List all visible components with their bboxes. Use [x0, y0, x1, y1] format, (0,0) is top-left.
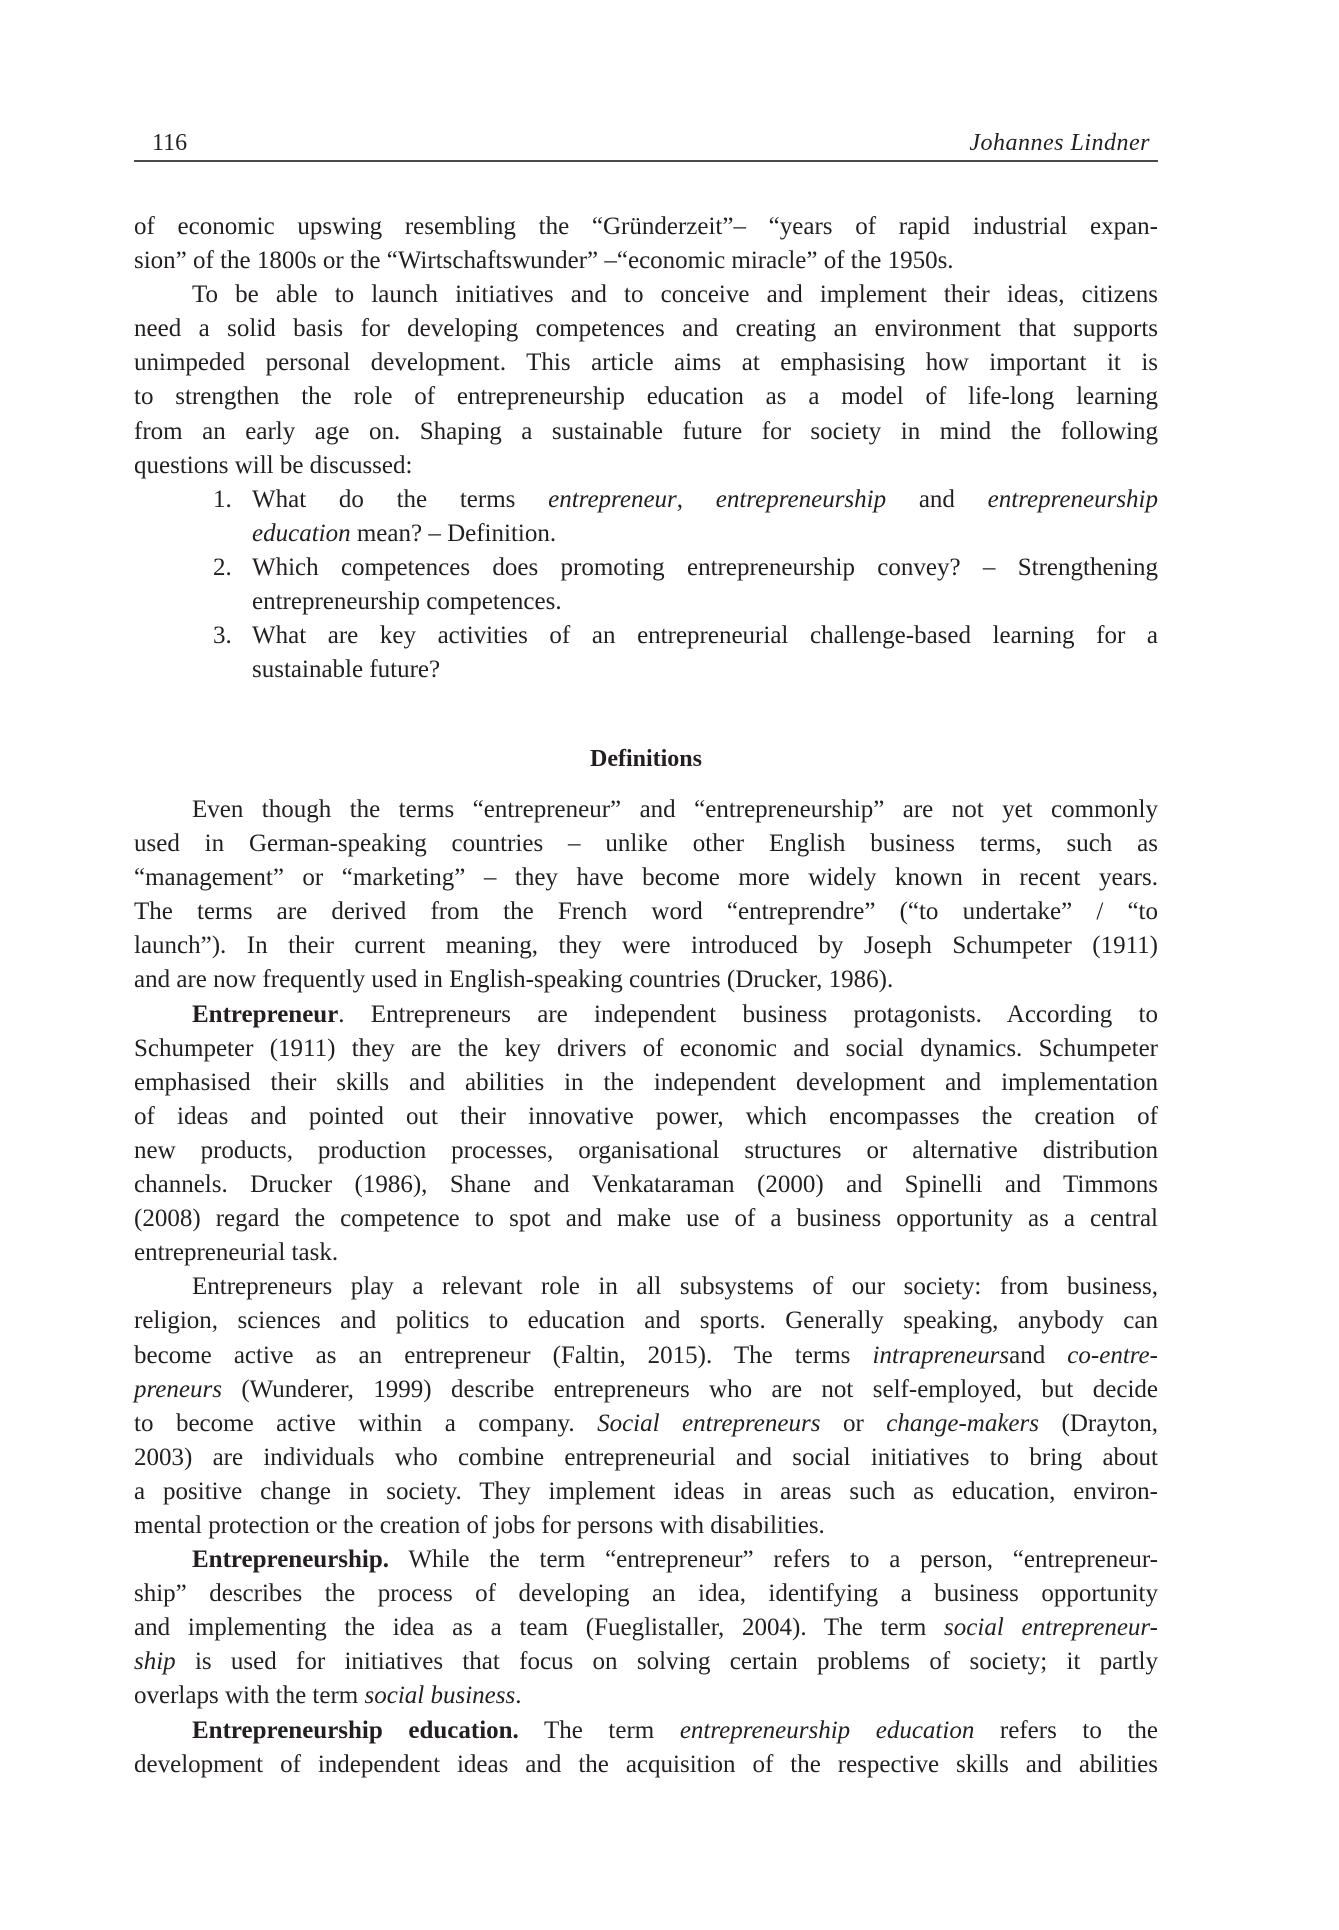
- text-line: [134, 861, 1158, 895]
- text-run: mental protection or the creation of jobs for persons with disabilities.: [134, 1511, 825, 1539]
- list-item: [134, 483, 1158, 517]
- text-line: [134, 415, 1158, 449]
- italic-term: preneurs: [134, 1375, 222, 1403]
- text-line: [134, 1134, 1158, 1168]
- italic-term: entrepreneurship: [715, 486, 887, 513]
- text-run: mean? – Definition.: [350, 520, 557, 548]
- italic-term: education: [252, 520, 351, 548]
- text-line: [134, 1645, 1158, 1679]
- text-line: [134, 963, 1158, 997]
- text-run: To be able to launch initiatives and to conceive and implement their ideas, citizens: [192, 281, 1158, 309]
- text-run: or: [820, 1409, 887, 1437]
- text-run: new products, production processes, organisational structures or alternative distribution: [134, 1136, 1158, 1164]
- questions-list: [134, 483, 1158, 688]
- text-run: emphasised their skills and abilities in the independent development and implementation: [134, 1068, 1158, 1096]
- text-run: What do the terms: [252, 486, 549, 513]
- text-run: and are now frequently used in English-speaking countries (Drucker, 1986).: [134, 966, 894, 994]
- bold-run-in-heading: Entrepreneur: [192, 1000, 339, 1028]
- text-run: is used for initiatives that focus on solving certain problems of society; it partly: [175, 1648, 1158, 1676]
- text-run: a positive change in society. They implement ideas in areas such as education, environ-: [134, 1477, 1158, 1505]
- text-run: from an early age on. Shaping a sustainable future for society in mind the following: [134, 417, 1158, 445]
- text-run: of ideas and pointed out their innovative power, which encompasses the creation of: [134, 1102, 1158, 1130]
- text-run: The term: [518, 1716, 680, 1744]
- text-line: [134, 998, 1158, 1032]
- section-heading-definitions: Definitions: [589, 746, 702, 772]
- text-run: Entrepreneurs play a relevant role in all subsystems of our society: from business,: [192, 1273, 1158, 1301]
- text-run: What are key activities of an entrepreneurial challenge-based learning for a: [252, 622, 1158, 650]
- text-run: 2003) are individuals who combine entrepreneurial and social initiatives to bring about: [134, 1443, 1158, 1471]
- text-run: entrepreneurship competences.: [252, 588, 562, 616]
- list-item: [134, 619, 1158, 653]
- text-run: Which competences does promoting entrepreneurship convey? – Strengthening: [252, 554, 1158, 582]
- text-line: [134, 1168, 1158, 1202]
- italic-term: entrepreneurship education: [679, 1716, 975, 1744]
- text-run: channels. Drucker (1986), Shane and Venkataraman (2000) and Spinelli and Timmons: [134, 1171, 1158, 1199]
- text-run: sustainable future?: [252, 656, 441, 684]
- definitions-body: [134, 793, 1158, 1782]
- text-line: [134, 278, 1158, 312]
- text-line: [134, 1407, 1158, 1441]
- page-number: 116: [152, 130, 188, 156]
- list-item-continuation: [134, 517, 1158, 551]
- text-run: .: [515, 1682, 522, 1710]
- running-head-author: Johannes Lindner: [969, 130, 1150, 156]
- italic-term: social business: [364, 1682, 516, 1710]
- bold-run-in-heading: Entrepreneurship education.: [192, 1716, 519, 1744]
- text-line: [134, 1373, 1158, 1407]
- text-line: [134, 1339, 1158, 1373]
- text-run: Schumpeter (1911) they are the key drivers of economic and social dynamics. Schumpeter: [134, 1034, 1158, 1062]
- text-run: While the term “entrepreneur” refers to a person, “entrepreneur-: [389, 1546, 1158, 1574]
- text-run: (2008) regard the competence to spot and make use of a business opportunity as a central: [134, 1205, 1158, 1233]
- text-run: refers to the: [974, 1716, 1158, 1744]
- text-line: [134, 1543, 1158, 1577]
- text-line: [134, 1304, 1158, 1338]
- list-item: [134, 551, 1158, 585]
- text-run: unimpeded personal development. This article aims at emphasising how important it is: [134, 349, 1158, 377]
- text-line: [134, 1577, 1158, 1611]
- text-line: [134, 210, 1158, 244]
- text-line: [134, 1100, 1158, 1134]
- text-line: [134, 380, 1158, 414]
- italic-term: intrapreneurs: [872, 1341, 1010, 1369]
- text-line: [134, 793, 1158, 827]
- text-line: [134, 346, 1158, 380]
- text-run: entrepreneurial task.: [134, 1239, 339, 1267]
- text-line: [134, 312, 1158, 346]
- text-run: ,: [676, 486, 716, 513]
- text-run: ship” describes the process of developing an idea, identifying a business opportunity: [134, 1580, 1158, 1608]
- bold-run-in-heading: Entrepreneurship.: [192, 1546, 390, 1574]
- italic-term: ship: [134, 1648, 176, 1676]
- text-line: [134, 1714, 1158, 1748]
- text-run: overlaps with the term: [134, 1682, 365, 1710]
- text-line: [134, 1441, 1158, 1475]
- text-line: [134, 1509, 1158, 1543]
- text-run: and: [886, 486, 988, 513]
- text-run: become active as an entrepreneur (Faltin, 2015). The terms: [134, 1341, 873, 1369]
- italic-term: co-entre-: [1067, 1341, 1158, 1369]
- text-line: [134, 244, 1158, 278]
- page-header: [134, 124, 1158, 162]
- text-run: to become active within a company.: [134, 1409, 598, 1437]
- italic-term: social entrepreneur-: [944, 1614, 1158, 1642]
- italic-term: change-makers: [886, 1409, 1039, 1437]
- intro-paragraphs: [134, 210, 1158, 483]
- italic-term: entrepreneur: [548, 486, 677, 513]
- italic-term: Social entrepreneurs: [597, 1409, 821, 1437]
- text-line: [134, 1032, 1158, 1066]
- text-run: Even though the terms “entrepreneur” and “entrepreneurship” are not yet commonly: [192, 796, 1158, 823]
- text-line: [134, 895, 1158, 929]
- list-number: 1.: [213, 486, 232, 513]
- text-run: The terms are derived from the French word “entreprendre” (“to undertake” / “to: [134, 898, 1158, 926]
- text-run: of economic upswing resembling the “Gründerzeit”– “years of rapid industrial expan-: [134, 213, 1158, 240]
- text-run: and implementing the idea as a team (Fueglistaller, 2004). The term: [134, 1614, 945, 1642]
- text-run: development of independent ideas and the acquisition of the respective skills and abilities: [134, 1750, 1158, 1778]
- text-run: need a solid basis for developing competences and creating an environment that supports: [134, 315, 1158, 343]
- text-line: [134, 449, 1158, 483]
- text-line: [134, 1748, 1158, 1782]
- text-line: [134, 827, 1158, 861]
- text-run: to strengthen the role of entrepreneurship education as a model of life-long learning: [134, 383, 1158, 411]
- text-line: [134, 1611, 1158, 1645]
- text-run: . Entrepreneurs are independent business protagonists. According to: [338, 1000, 1158, 1028]
- text-line: [134, 1270, 1158, 1304]
- text-line: [134, 1236, 1158, 1270]
- list-number: 3.: [213, 622, 232, 650]
- text-run: (Drayton,: [1039, 1409, 1158, 1437]
- list-item-continuation: [134, 585, 1158, 619]
- text-run: questions will be discussed:: [134, 451, 413, 479]
- text-run: religion, sciences and politics to education and sports. Generally speaking, anybody can: [134, 1307, 1158, 1335]
- text-run: “management” or “marketing” – they have become more widely known in recent years.: [134, 864, 1158, 892]
- text-run: used in German-speaking countries – unlike other English business terms, such as: [134, 830, 1158, 858]
- list-item-continuation: [134, 653, 1158, 687]
- text-line: [134, 1679, 1158, 1713]
- text-line: [134, 1475, 1158, 1509]
- text-run: and: [1009, 1341, 1068, 1369]
- text-run: sion” of the 1800s or the “Wirtschaftswunder” –“economic miracle” of the 1950s.: [134, 247, 954, 275]
- text-run: (Wunderer, 1999) describe entrepreneurs who are not self-employed, but decide: [221, 1375, 1158, 1403]
- italic-term: entrepreneurship: [987, 486, 1158, 513]
- list-number: 2.: [213, 554, 232, 582]
- text-line: [134, 1066, 1158, 1100]
- text-line: [134, 1202, 1158, 1236]
- text-run: launch”). In their current meaning, they were introduced by Joseph Schumpeter (1911): [134, 932, 1158, 960]
- text-line: [134, 929, 1158, 963]
